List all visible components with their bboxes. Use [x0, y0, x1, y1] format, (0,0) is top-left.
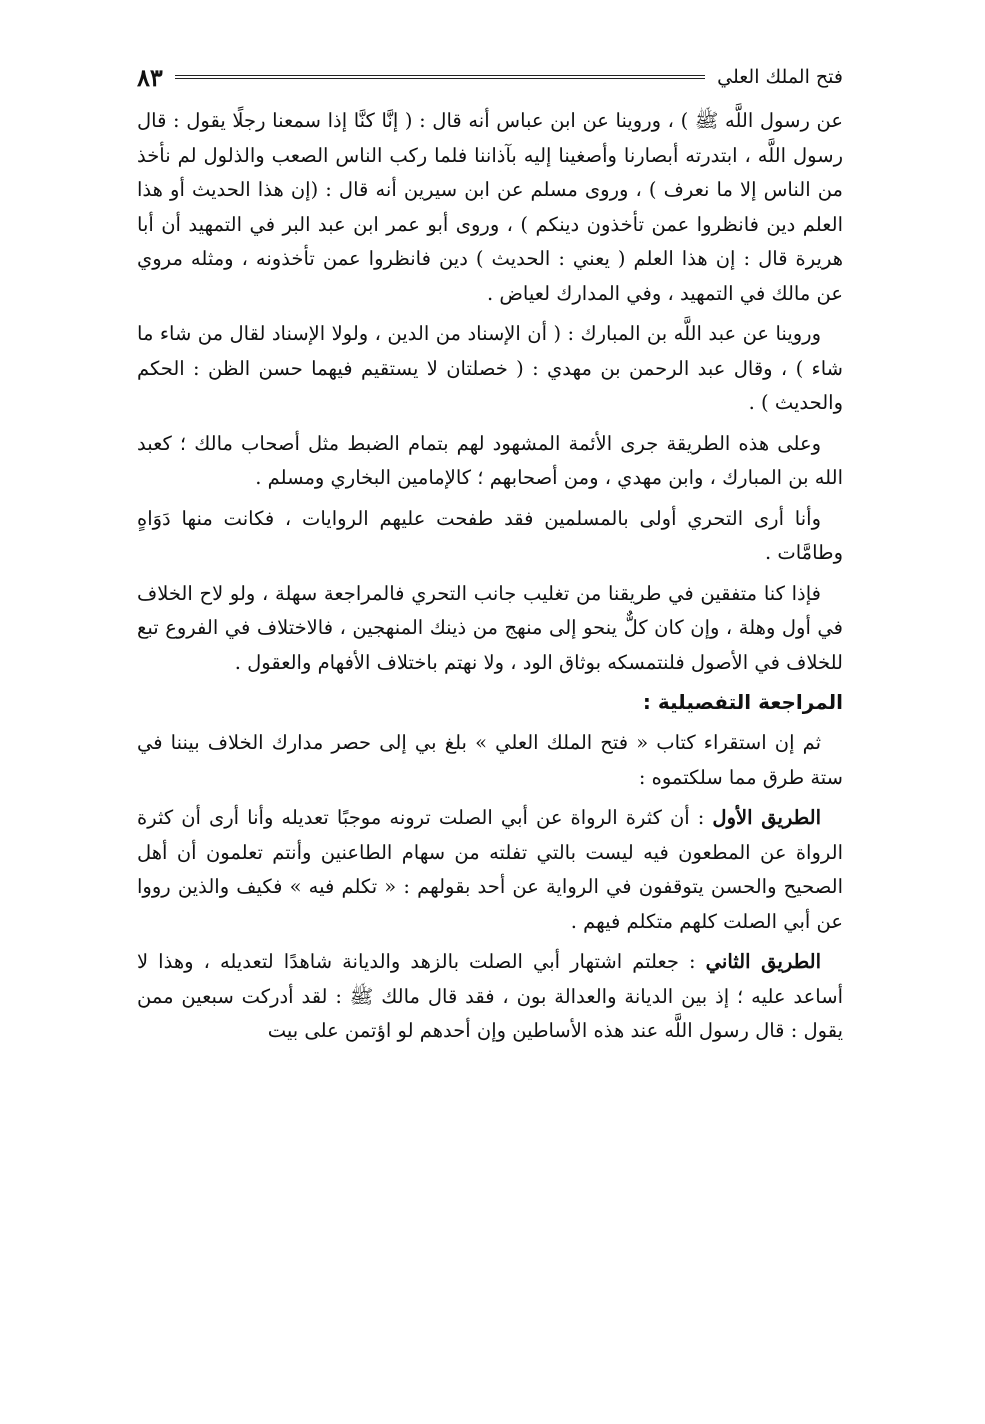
method-lead: الطريق الأول — [712, 806, 822, 829]
paragraph: وعلى هذه الطريقة جرى الأئمة المشهود لهم بتمام الضبط مثل أصحاب مالك ؛ كعبد الله بن المبارك ، وابن مهدي ، ومن أصحابهم ؛ كالإمامين البخاري ومسلم . — [137, 431, 843, 489]
method-lead: الطريق الثاني — [705, 950, 821, 973]
paragraph: وروينا عن عبد اللَّه بن المبارك : ( أن الإسناد من الدين ، ولولا الإسناد لقال من شاء ما شاء ) ، وقال عبد الرحمن بن مهدي : ( خصلتان لا يستقيم فيهما حسن الظن : الحكم والحديث ) . — [137, 322, 843, 414]
section-heading: المراجعة التفصيلية : — [642, 690, 843, 714]
page-number: ٨٣ — [137, 62, 163, 92]
paragraph: وأنا أرى التحري أولى بالمسلمين فقد طفحت عليهم الروايات ، فكانت منها دَوَاهٍ وطامَّات . — [137, 506, 843, 564]
paragraph: ثم إن استقراء كتاب « فتح الملك العلي » بلغ بي إلى حصر مدارك الخلاف بيننا في ستة طرق مما سلكتموه : — [137, 731, 843, 789]
running-title: فتح الملك العلي — [717, 66, 843, 88]
book-page — [137, 62, 843, 1055]
header-rule — [175, 75, 705, 79]
page-header — [137, 62, 843, 92]
method-paragraph — [137, 945, 843, 1049]
method-text: : أن كثرة الرواة عن أبي الصلت ترونه موجبًا تعديله وأنا أرى أن كثرة الرواة عن المطعون فيه ليست بالتي تفلته من سهام الطاعنين وأنتم تعلمون أن أهل الصحيح والحسن يتوقفون في الرواية عن أحد بقولهم : « تكلم فيه » فكيف والذين رووا عن أبي الصلت كلهم متكلم فيهم . — [137, 806, 843, 933]
paragraph: فإذا كنا متفقين في طريقنا من تغليب جانب التحري فالمراجعة سهلة ، ولو لاح الخلاف في أول وهلة ، وإن كان كلٌّ ينحو إلى منهج من ذينك المنهجين ، فالاختلاف في الفروع تبع للخلاف في الأصول فلنتمسكه بوثاق الود ، ولا نهتم باختلاف الأفهام والعقول . — [137, 581, 843, 674]
page-body — [137, 104, 843, 1049]
paragraph: عن رسول اللَّه ﷺ ) ، وروينا عن ابن عباس أنه قال : ( إنَّا كنَّا إذا سمعنا رجلًا يقول : قال رسول اللَّه ، ابتدرته أبصارنا وأصغينا إليه بآذاننا فلما ركب الناس الصعب والذلول لم نأخذ من الناس إلا ما نعرف ) ، وروى مسلم عن ابن سيرين أنه قال : (إن هذا الحديث أو هذا العلم دين فانظروا عمن تأخذون دينكم ) ، وروى أبو عمر ابن عبد البر في التمهيد أن أبا هريرة قال : إن هذا العلم ( يعني : الحديث ) دين فانظروا عمن تأخذونه ، ومثله مروي عن مالك في التمهيد ، وفي المدارك لعياض . — [137, 109, 843, 305]
method-text: : جعلتم اشتهار أبي الصلت بالزهد والديانة شاهدًا لتعديله ، وهذا لا أساعد عليه ؛ إذ بين الديانة والعدالة بون ، فقد قال مالك ﷺ : لقد أدركت سبعين ممن يقول : قال رسول اللَّه عند هذه الأساطين وإن أحدهم لو اؤتمن على بيت — [137, 950, 843, 1042]
method-paragraph — [137, 801, 843, 939]
